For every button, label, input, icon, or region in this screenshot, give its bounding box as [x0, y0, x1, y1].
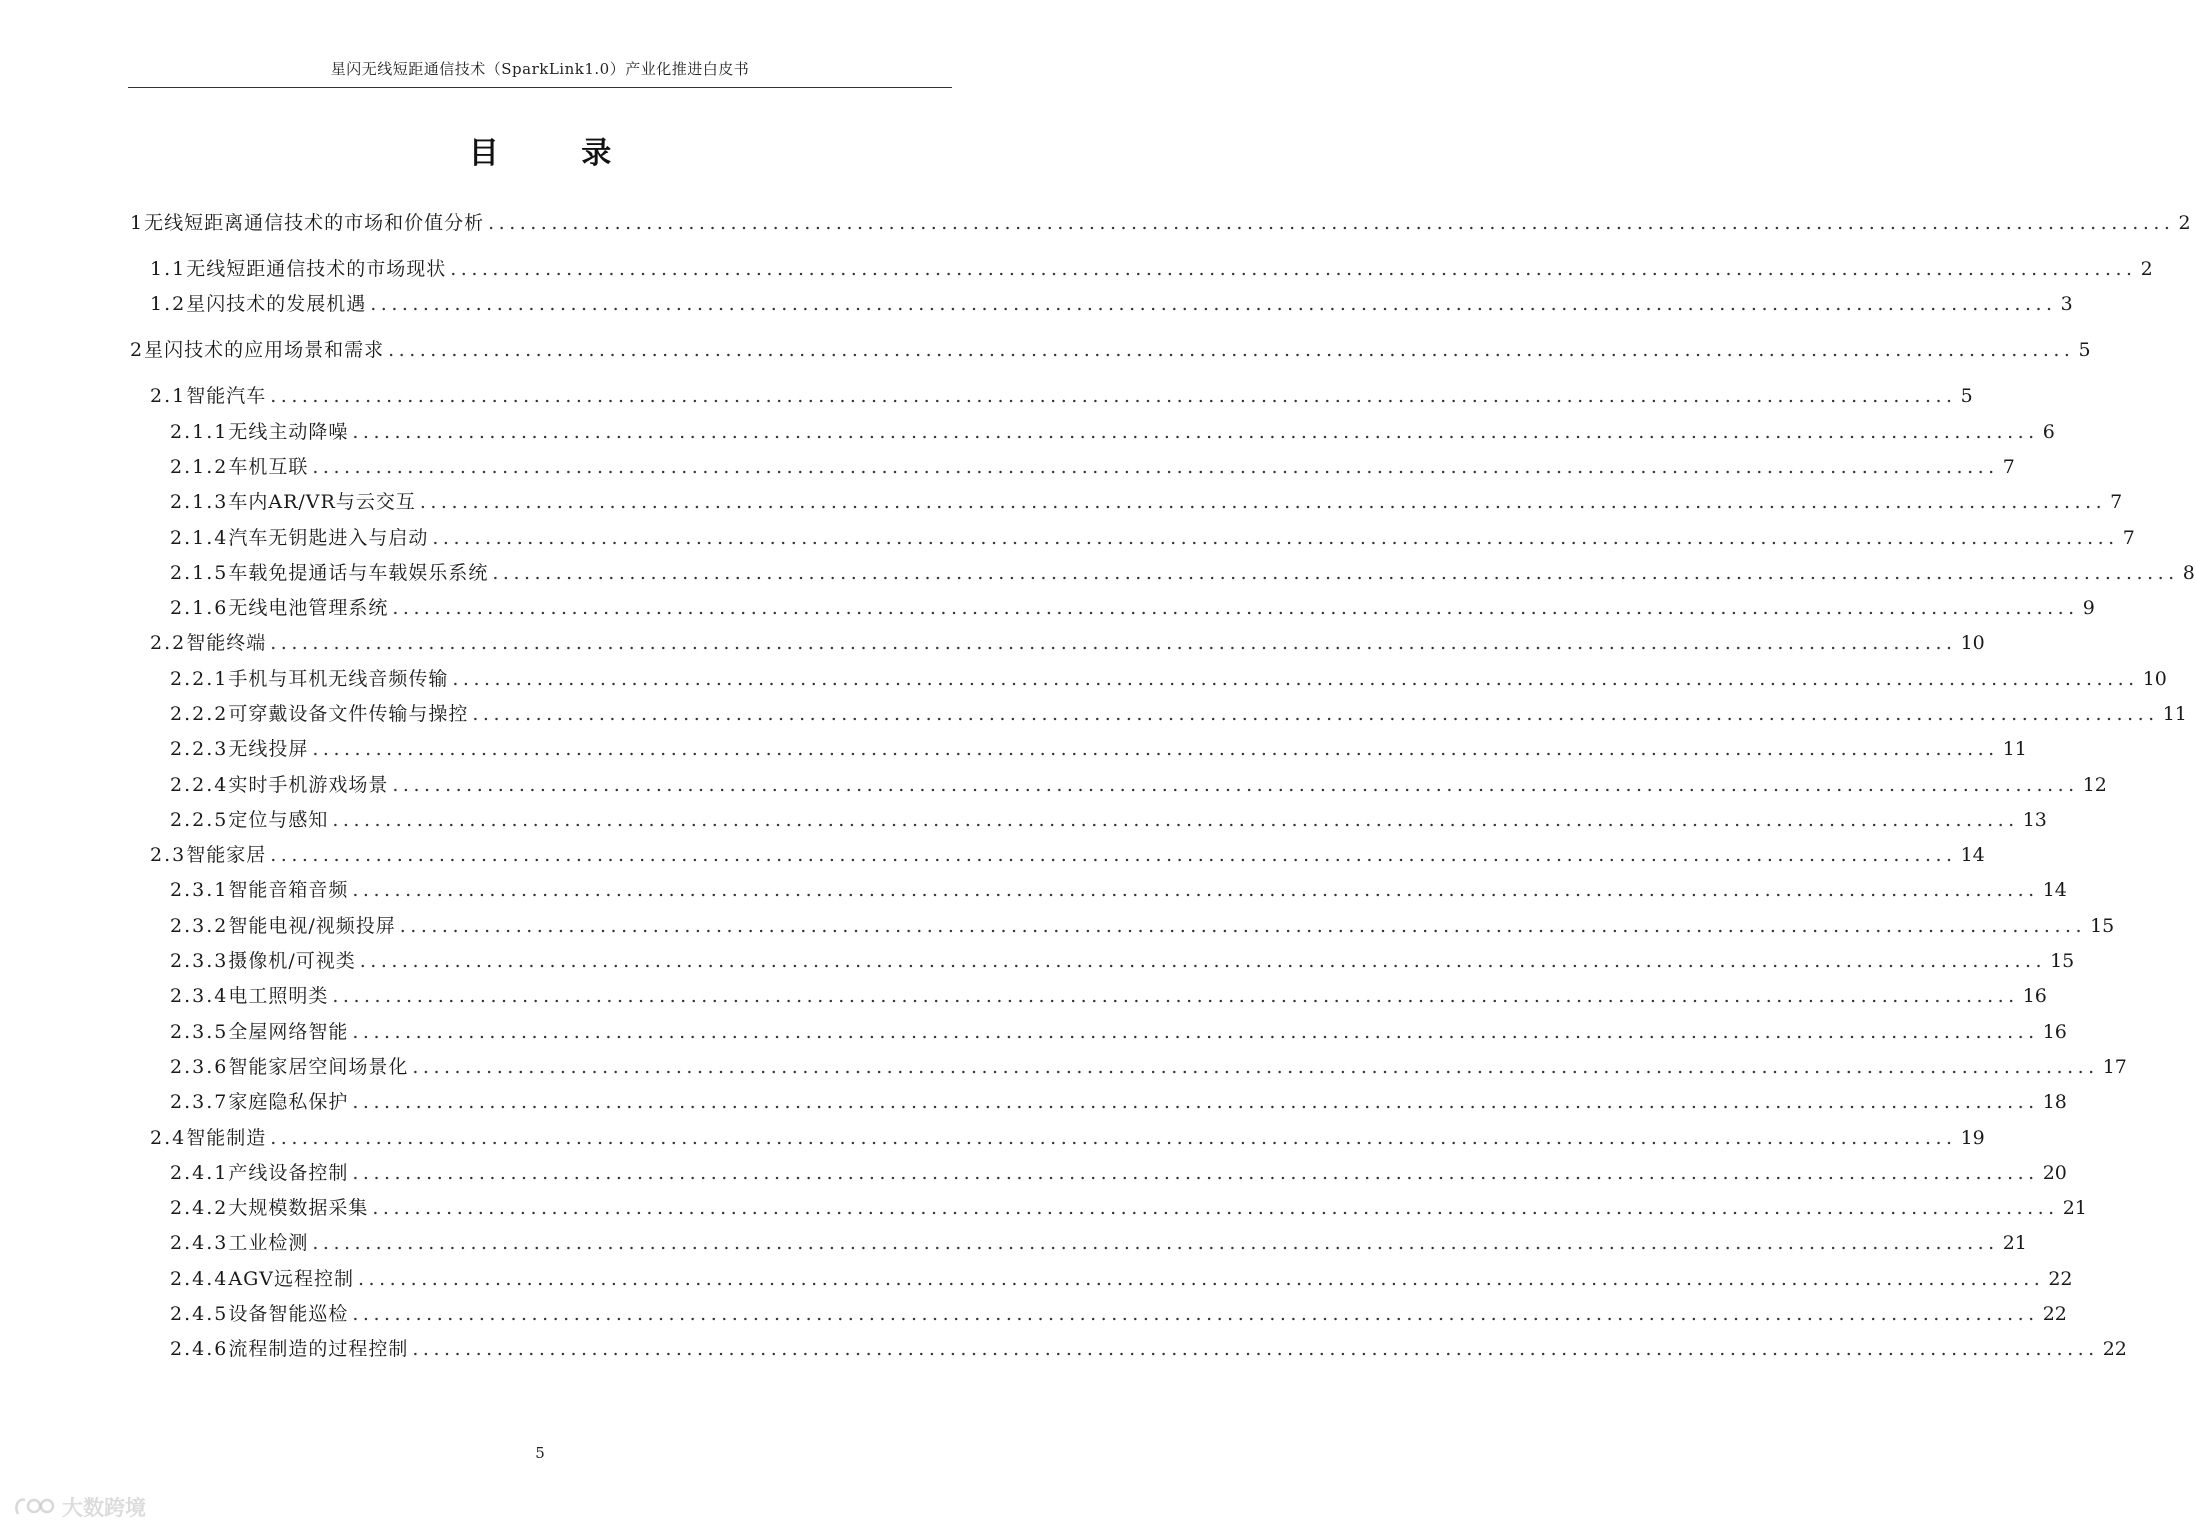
- toc-entry-number: 2.1.5: [170, 562, 229, 584]
- toc-dot-leader: ................................................................................................................................................................: [392, 774, 2079, 796]
- toc-entry-title: 智能家居空间场景化: [228, 1056, 409, 1078]
- toc-dot-leader: ................................................................................................................................................................: [372, 1197, 2059, 1219]
- toc-entry[interactable]: [170, 1193, 2087, 1223]
- toc-entry-page: 19: [1960, 1127, 1985, 1149]
- toc-entry-page: 7: [2122, 527, 2135, 549]
- toc-dot-leader: ................................................................................................................................................................: [312, 456, 1999, 478]
- toc-entry-number: 1.2: [150, 293, 187, 315]
- toc-entry-page: 13: [2022, 809, 2047, 831]
- toc-entry-page: 5: [1960, 385, 1973, 407]
- toc-dot-leader: ................................................................................................................................................................: [270, 385, 1957, 407]
- toc-entry-number: 2.3.7: [170, 1091, 229, 1113]
- toc-entry-page: 10: [2142, 668, 2167, 690]
- toc-entry-title: 工业检测: [228, 1232, 309, 1254]
- toc-entry-title: 智能终端: [186, 632, 267, 654]
- toc-entry-title: 智能汽车: [186, 385, 267, 407]
- toc-entry[interactable]: [170, 523, 2135, 553]
- toc-entry[interactable]: [170, 593, 2095, 623]
- toc-dot-leader: ................................................................................................................................................................: [432, 527, 2119, 549]
- toc-entry-page: 22: [2102, 1338, 2127, 1360]
- toc-entry-number: 2.4.3: [170, 1232, 229, 1254]
- toc-entry-page: 2: [2140, 258, 2153, 280]
- toc-dot-leader: ................................................................................................................................................................: [492, 562, 2179, 584]
- toc-entry[interactable]: [150, 628, 1985, 658]
- toc-dot-leader: ................................................................................................................................................................: [419, 491, 2107, 513]
- toc-entry-title: 车机互联: [228, 456, 309, 478]
- toc-entry-page: 18: [2042, 1091, 2067, 1113]
- toc-entry-title: 流程制造的过程控制: [228, 1338, 409, 1360]
- toc-dot-leader: ................................................................................................................................................................: [399, 915, 2087, 937]
- toc-entry-page: 8: [2182, 562, 2195, 584]
- toc-entry[interactable]: [170, 1264, 2073, 1294]
- toc-dot-leader: ................................................................................................................................................................: [312, 738, 1999, 760]
- toc-dot-leader: ................................................................................................................................................................: [388, 339, 2075, 361]
- toc-entry[interactable]: [170, 805, 2047, 835]
- toc-entry-title: 摄像机/可视类: [228, 950, 356, 972]
- toc-entry-title: 家庭隐私保护: [228, 1091, 349, 1113]
- toc-entry[interactable]: [170, 875, 2067, 905]
- toc-entry-number: 2: [130, 339, 145, 361]
- toc-entry-page: 22: [2042, 1303, 2067, 1325]
- toc-entry-number: 2.3.3: [170, 950, 229, 972]
- toc-entry[interactable]: [170, 734, 2027, 764]
- toc-entry[interactable]: [170, 1228, 2027, 1258]
- toc-dot-leader: ................................................................................................................................................................: [352, 1303, 2039, 1325]
- toc-entry-number: 2.1.3: [170, 491, 229, 513]
- toc-dot-leader: ................................................................................................................................................................: [412, 1056, 2099, 1078]
- toc-entry-title: 星闪技术的应用场景和需求: [144, 339, 385, 361]
- toc-dot-leader: ................................................................................................................................................................: [270, 632, 1957, 654]
- toc-entry-page: 3: [2060, 293, 2073, 315]
- toc-entry[interactable]: [130, 335, 2091, 365]
- toc-entry-page: 16: [2022, 985, 2047, 1007]
- toc-entry-number: 2.2: [150, 632, 187, 654]
- toc-entry[interactable]: [170, 1158, 2067, 1188]
- toc-entry[interactable]: [170, 487, 2123, 517]
- toc-dot-leader: ................................................................................................................................................................: [352, 421, 2039, 443]
- toc-dot-leader: ................................................................................................................................................................: [392, 597, 2079, 619]
- toc-entry[interactable]: [150, 1123, 1985, 1153]
- toc-dot-leader: ................................................................................................................................................................: [412, 1338, 2099, 1360]
- toc-entry[interactable]: [170, 981, 2047, 1011]
- toc-entry-title: 无线电池管理系统: [228, 597, 389, 619]
- toc-entry-number: 2.4: [150, 1127, 187, 1149]
- brand-logo-icon: [12, 1494, 56, 1520]
- watermark: [12, 1492, 146, 1522]
- toc-entry-number: 2.2.2: [170, 703, 229, 725]
- toc-entry-page: 12: [2082, 774, 2107, 796]
- toc-dot-leader: ................................................................................................................................................................: [370, 293, 2057, 315]
- toc-entry-number: 2.1.2: [170, 456, 229, 478]
- toc-entry-number: 2.2.5: [170, 809, 229, 831]
- toc-entry-title: 智能音箱音频: [228, 879, 349, 901]
- toc-entry-page: 7: [2110, 491, 2123, 513]
- toc-entry-title: 无线短距离通信技术的市场和价值分析: [144, 212, 485, 234]
- toc-entry-number: 2.2.3: [170, 738, 229, 760]
- toc-entry-page: 16: [2042, 1021, 2067, 1043]
- toc-entry[interactable]: [150, 381, 1973, 411]
- toc-entry-number: 2.3.2: [170, 915, 229, 937]
- toc-entry-title: 全屋网络智能: [228, 1021, 349, 1043]
- toc-entry-number: 2.1.6: [170, 597, 229, 619]
- toc-entry[interactable]: [170, 1017, 2067, 1047]
- toc-entry-number: 2.1.4: [170, 527, 229, 549]
- toc-entry-number: 2.3.6: [170, 1056, 229, 1078]
- toc-entry[interactable]: [150, 289, 2073, 319]
- toc-entry-page: 14: [2042, 879, 2067, 901]
- toc-entry-page: 22: [2048, 1268, 2073, 1290]
- toc-entry-title: AGV远程控制: [228, 1268, 354, 1290]
- toc-entry-title: 手机与耳机无线音频传输: [228, 668, 449, 690]
- toc-entry-number: 2.1: [150, 385, 187, 407]
- toc-entry-page: 11: [2162, 703, 2187, 725]
- toc-entry[interactable]: [170, 911, 2115, 941]
- toc-dot-leader: ................................................................................................................................................................: [359, 950, 2047, 972]
- toc-entry-title: 可穿戴设备文件传输与操控: [228, 703, 469, 725]
- toc-dot-leader: ................................................................................................................................................................: [352, 1021, 2039, 1043]
- toc-dot-leader: ................................................................................................................................................................: [450, 258, 2137, 280]
- toc-entry-title: 智能制造: [186, 1127, 267, 1149]
- toc-entry-page: 14: [1960, 844, 1985, 866]
- page-number: 5: [535, 1444, 545, 1462]
- toc-dot-leader: ................................................................................................................................................................: [332, 809, 2019, 831]
- toc-entry-title: 设备智能巡检: [228, 1303, 349, 1325]
- toc-entry-page: 21: [2002, 1232, 2027, 1254]
- toc-entry-page: 10: [1960, 632, 1985, 654]
- toc-entry-page: 15: [2050, 950, 2075, 972]
- toc-entry[interactable]: [150, 840, 1985, 870]
- toc-entry-title: 智能电视/视频投屏: [228, 915, 396, 937]
- toc-entry-title: 汽车无钥匙进入与启动: [228, 527, 429, 549]
- toc-entry-page: 9: [2082, 597, 2095, 619]
- toc-dot-leader: ................................................................................................................................................................: [352, 1162, 2039, 1184]
- toc-entry-number: 2.4.6: [170, 1338, 229, 1360]
- toc-entry-page: 6: [2042, 421, 2055, 443]
- toc-entry[interactable]: [170, 1087, 2067, 1117]
- toc-entry-number: 2.2.4: [170, 774, 229, 796]
- toc-entry-number: 2.4.4: [170, 1268, 229, 1290]
- toc-entry-title: 车内AR/VR与云交互: [228, 491, 416, 513]
- toc-entry-title: 大规模数据采集: [228, 1197, 369, 1219]
- toc-entry-page: 17: [2102, 1056, 2127, 1078]
- toc-dot-leader: ................................................................................................................................................................: [488, 212, 2175, 234]
- toc-entry[interactable]: [170, 1052, 2127, 1082]
- toc-entry[interactable]: [170, 558, 2195, 588]
- toc-entry-title: 产线设备控制: [228, 1162, 349, 1184]
- toc-entry-page: 21: [2062, 1197, 2087, 1219]
- header-rule: [128, 87, 952, 88]
- toc-dot-leader: ................................................................................................................................................................: [312, 1232, 1999, 1254]
- toc-entry-page: 11: [2002, 738, 2027, 760]
- toc-dot-leader: ................................................................................................................................................................: [332, 985, 2019, 1007]
- toc-title: 目 录: [468, 136, 648, 171]
- toc-entry-title: 无线投屏: [228, 738, 309, 760]
- toc-entry-title: 实时手机游戏场景: [228, 774, 389, 796]
- watermark-text: 大数跨境: [62, 1497, 146, 1520]
- toc-entry[interactable]: [170, 1299, 2067, 1329]
- toc-entry-number: 2.3.4: [170, 985, 229, 1007]
- toc-dot-leader: ................................................................................................................................................................: [452, 668, 2139, 690]
- toc-entry[interactable]: [170, 946, 2075, 976]
- toc-entry-page: 7: [2002, 456, 2015, 478]
- toc-entry-number: 1.1: [150, 258, 187, 280]
- toc-entry[interactable]: [150, 254, 2153, 284]
- toc-dot-leader: ................................................................................................................................................................: [270, 844, 1957, 866]
- toc-entry-title: 无线主动降噪: [228, 421, 349, 443]
- toc-entry-page: 5: [2078, 339, 2091, 361]
- toc-entry-number: 2.1.1: [170, 421, 229, 443]
- toc-entry[interactable]: [170, 1334, 2127, 1364]
- toc-entry[interactable]: [130, 208, 2191, 238]
- toc-dot-leader: ................................................................................................................................................................: [270, 1127, 1957, 1149]
- toc-entry-page: 20: [2042, 1162, 2067, 1184]
- toc-dot-leader: ................................................................................................................................................................: [352, 1091, 2039, 1113]
- toc-entry-number: 2.4.5: [170, 1303, 229, 1325]
- toc-entry-number: 2.2.1: [170, 668, 229, 690]
- toc-entry-number: 1: [130, 212, 145, 234]
- toc-entry-title: 车载免提通话与车载娱乐系统: [228, 562, 489, 584]
- toc-entry-page: 15: [2090, 915, 2115, 937]
- toc-entry[interactable]: [170, 770, 2107, 800]
- toc-entry-page: 2: [2178, 212, 2191, 234]
- toc-entry[interactable]: [170, 664, 2167, 694]
- toc-entry-title: 星闪技术的发展机遇: [186, 293, 367, 315]
- toc-entry-number: 2.4.2: [170, 1197, 229, 1219]
- toc-dot-leader: ................................................................................................................................................................: [472, 703, 2159, 725]
- toc-entry-title: 电工照明类: [228, 985, 329, 1007]
- toc-entry[interactable]: [170, 699, 2187, 729]
- toc-dot-leader: ................................................................................................................................................................: [357, 1268, 2045, 1290]
- toc-entry-number: 2.3: [150, 844, 187, 866]
- toc-entry-title: 无线短距通信技术的市场现状: [186, 258, 447, 280]
- toc-entry-number: 2.3.1: [170, 879, 229, 901]
- toc-entry-number: 2.4.1: [170, 1162, 229, 1184]
- page-header-title: 星闪无线短距通信技术（SparkLink1.0）产业化推进白皮书: [330, 60, 750, 78]
- toc-entry-number: 2.3.5: [170, 1021, 229, 1043]
- toc-entry-title: 智能家居: [186, 844, 267, 866]
- toc-entry[interactable]: [170, 452, 2015, 482]
- toc-entry[interactable]: [170, 417, 2055, 447]
- toc-dot-leader: ................................................................................................................................................................: [352, 879, 2039, 901]
- toc-entry-title: 定位与感知: [228, 809, 329, 831]
